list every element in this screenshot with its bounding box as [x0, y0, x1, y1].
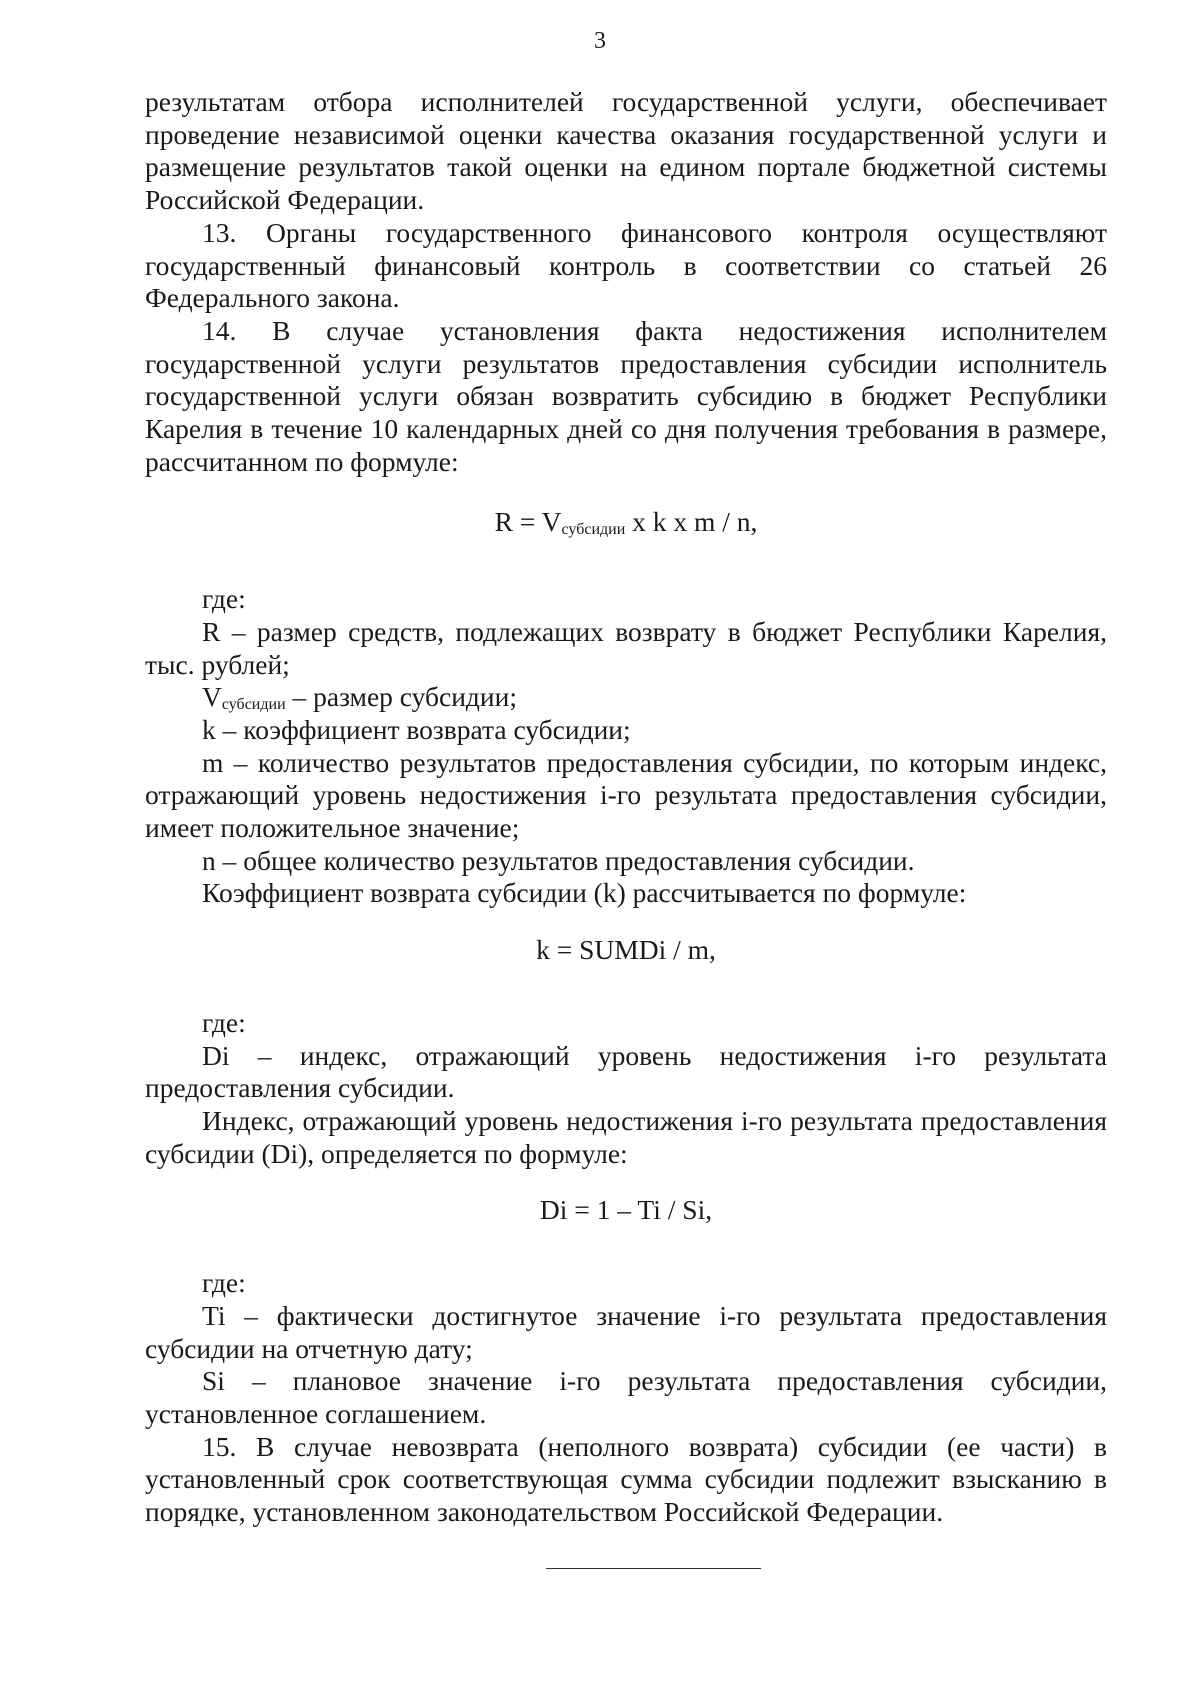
paragraph-15: 15. В случае невозврата (неполного возврата) субсидии (ее части) в установленный срок соответствующая сумма субсидии подлежит взысканию в порядке, установленном законодательством Российской Федерации. [145, 1430, 1107, 1528]
formula-k: k = SUMDi / m, [536, 934, 716, 966]
formula-r [145, 478, 1107, 583]
formula-r-suffix: x k x m / n, [625, 506, 758, 538]
k-formula-intro: Коэффициент возврата субсидии (k) рассчитывается по формуле: [202, 877, 967, 909]
document-body [145, 86, 1107, 1529]
paragraph-13: 13. Органы государственного финансового контроля осуществляют государственный финансовый контроль в соответствии со статьей 26 Федерального закона. [145, 216, 1107, 314]
end-divider [546, 1568, 761, 1569]
definition-di: Di – индекс, отражающий уровень недостижения i-го результата предоставления субсидии. [145, 1039, 1107, 1104]
formula-r-prefix: R = V [494, 506, 562, 538]
paragraph-continuation: результатам отбора исполнителей государственной услуги, обеспечивает проведение независимой оценки качества оказания государственной услуги и размещение результатов такой оценки на едином портале бюджетной системы Российской Федерации. [145, 86, 1107, 216]
definition-v [145, 681, 1107, 714]
definition-v-text: – размер субсидии; [285, 681, 517, 713]
where-label-3: где: [202, 1267, 246, 1299]
where-label-1: где: [202, 583, 246, 615]
page-number: 3 [594, 28, 606, 54]
definition-n: n – общее количество результатов предоставления субсидии. [202, 844, 915, 876]
formula-r-subscript: субсидии [561, 521, 626, 539]
formula-di: Di = 1 – Ti / Si, [539, 1194, 713, 1226]
definition-v-subscript: субсидии [221, 696, 286, 714]
definition-k: k – коэффициент возврата субсидии; [202, 713, 631, 745]
where-label-2: где: [202, 1006, 246, 1038]
definition-si: Si – плановое значение i-го результата предоставления субсидии, установленное соглашением. [145, 1365, 1107, 1429]
definition-v-symbol: V [202, 681, 222, 713]
di-formula-intro: Индекс, отражающий уровень недостижения i-го результата предоставления субсидии (Di), определяется по формуле: [145, 1104, 1107, 1169]
paragraph-14: 14. В случае установления факта недостижения исполнителем государственной услуги результатов предоставления субсидии исполнитель государственной услуги обязан возвратить субсидию в бюджет Республики Карелия в течение 10 календарных дней со дня получения требования в размере, рассчитанном по формуле: [145, 314, 1107, 477]
definition-r: R – размер средств, подлежащих возврату в бюджет Республики Карелия, тыс. рублей; [145, 615, 1107, 680]
definition-m: m – количество результатов предоставления субсидии, по которым индекс, отражающий уровень недостижения i-го результата предоставления субсидии, имеет положительное значение; [145, 746, 1107, 844]
definition-ti: Ti – фактически достигнутое значение i-го результата предоставления субсидии на отчетную дату; [145, 1299, 1107, 1364]
